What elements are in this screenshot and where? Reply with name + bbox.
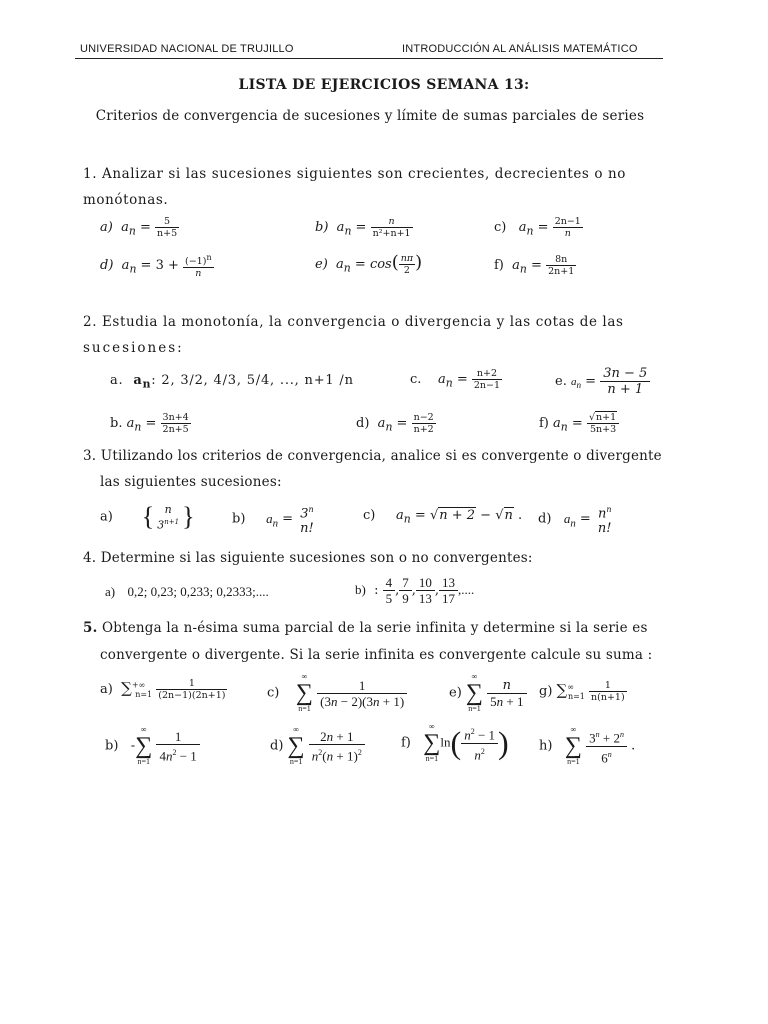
q1-label-f: f)	[494, 258, 504, 273]
q5-label-c: c)	[267, 685, 280, 701]
q1-item-f: f) $a_n$ = $\frac{8n}{2n+1}$	[494, 254, 575, 277]
q3-item-d: d) $a_n$ = $n^n$ n!	[538, 505, 612, 537]
q1-label-b: b)	[315, 220, 329, 235]
q1-label-e: e)	[315, 257, 328, 272]
q1-statement-line1: 1. Analizar si las sucesiones siguientes son crecientes, decrecientes o no	[83, 166, 626, 182]
q3-item-c: c) $a_n = √n + 2 - √n$ .	[363, 508, 523, 526]
q5-item-f: f) ∞ ∑ n=1 ln( $\frac{n^2 - 1}{n^2}$ )	[401, 722, 509, 763]
q2-label-d: d)	[356, 416, 370, 431]
q4-seq-a: 0,2; 0,23; 0,233; 0,2333;....	[127, 584, 269, 599]
q3-label-c: c)	[363, 508, 376, 523]
q2-label-a: a.	[110, 373, 124, 388]
q4-label-b: b)	[355, 582, 366, 597]
q5-item-a: a) $\sum^{+\infty}_{n=1}$ $\frac{1}{(2n-1)(2n+1)}$	[100, 678, 226, 701]
header-course: INTRODUCCIÓN AL ANÁLISIS MATEMÁTICO	[402, 43, 638, 55]
q2-item-a: a. $a_n$: 2, 3/2, 4/3, 5/4, ..., n+1 /n	[110, 373, 354, 391]
q5-item-d: d) ∞ ∑ n=1 $\frac{2n + 1}{n^2(n + 1)^2}$	[270, 725, 365, 767]
q5-item-c: c) ∞ ∑ n=1 $\frac{1}{(3n - 2)(3n + 1)}$	[267, 672, 407, 714]
q1-label-a: a)	[100, 220, 113, 235]
q2-item-f: f) $a_n$ = $\frac{√n+1}{5n+3}$	[539, 412, 619, 435]
page-subtitle: Criterios de convergencia de sucesiones y límite de sumas parciales de series	[95, 108, 645, 124]
q5-line1-text: Obtenga la n-ésima suma parcial de la serie infinita y determine si la serie es	[97, 620, 648, 636]
q5-label-h: h)	[539, 738, 553, 754]
q4-item-b: b) : $\frac{4}{5}$ , $\frac{7}{9}$ , $\frac{10}{13}$ , $\frac{13}{17}$ ,....	[355, 575, 475, 606]
page-title: LISTA DE EJERCICIOS SEMANA 13:	[238, 77, 530, 93]
q4-statement: 4. Determine si las siguiente sucesiones son o no convergentes:	[83, 550, 533, 566]
q2-item-e: e. $a_n$ = $\frac{3n - 5}{n + 1}$	[555, 366, 650, 397]
q2-statement-line1: 2. Estudia la monotonía, la convergencia o divergencia y las cotas de las	[83, 314, 624, 330]
q5-label-f: f)	[401, 735, 411, 751]
q3-statement-line1: 3. Utilizando los criterios de convergencia, analice si es convergente o divergente	[83, 448, 662, 464]
q2-label-e: e.	[555, 374, 567, 389]
q5-label-g: g)	[539, 684, 553, 699]
q3-label-d: d)	[538, 511, 552, 527]
q5-statement-line1	[83, 620, 648, 636]
q1-label-c: c)	[494, 220, 507, 235]
q3-label-b: b)	[232, 511, 246, 527]
q2-label-c: c.	[410, 372, 422, 387]
q1-item-b: b) $a_n$ = $\frac{n}{\text{n²+n+1}}$	[315, 216, 411, 239]
q2-label-b: b.	[110, 416, 123, 431]
q1-item-c: c) $a_n$ = $\frac{2n-1}{n}$	[494, 216, 581, 239]
q1-item-e: e) $a_n = \cos$( $\frac{n\pi}{2}$ )	[315, 252, 423, 276]
q2-label-f: f)	[539, 416, 549, 431]
q3-label-a: a)	[100, 509, 113, 525]
q3-statement-line2: las siguientes sucesiones:	[100, 474, 282, 490]
q5-item-b: b) - ∞ ∑ n=1 $\frac{1}{4n^2 - 1}$	[105, 725, 200, 767]
q5-statement-line2: convergente o divergente. Si la serie infinita es convergente calcule su suma :	[100, 647, 653, 663]
q5-item-e: e) ∞ ∑ n=1 $\frac{n}{5n + 1}$	[449, 672, 527, 714]
q1-item-a: a) $a_n$ = $\frac{5}{n+5}$	[100, 216, 178, 239]
q2-seq-a: : 2, 3/2, 4/3, 5/4, ..., n+1 /n	[151, 373, 354, 388]
q5-label-e: e)	[449, 685, 462, 701]
q5-label-d: d)	[270, 738, 284, 754]
q4-item-a	[105, 584, 269, 600]
q5-label-b: b)	[105, 738, 119, 754]
q5-item-g: g) $\sum^\infty_{n=1}$ $\frac{1}{n(n+1)}$	[539, 680, 625, 703]
q1-label-d: d)	[100, 258, 114, 274]
q5-label-a: a)	[100, 682, 113, 697]
q2-item-c: c. $a_n$ = $\frac{n+2}{2n-1}$	[410, 368, 501, 391]
q2-item-b: b. $a_n$ = $\frac{3n+4}{2n+5}$	[110, 412, 189, 435]
q3-item-b: b) $a_n$ = 3$^n$ n!	[232, 505, 314, 537]
q1-statement-line2: monótonas.	[83, 192, 169, 208]
q2-item-d: d) $a_n$ = $\frac{n-2}{n+2}$	[356, 412, 434, 435]
header-rule	[75, 58, 663, 59]
q3-item-a: a) { n $3^{n+1}$ }	[100, 502, 195, 532]
q5-number: 5.	[83, 620, 98, 636]
q5-item-h: h) ∞ ∑ n=1 $\frac{3^n + 2^n}{6^n}$ .	[539, 725, 636, 766]
header-university: UNIVERSIDAD NACIONAL DE TRUJILLO	[80, 43, 294, 55]
q4-label-a: a)	[105, 584, 116, 599]
q1-item-d: d) $a_n = 3$ + $\frac{(-1)^n}{n}$	[100, 253, 212, 280]
q2-statement-line2: sucesiones:	[83, 340, 184, 356]
